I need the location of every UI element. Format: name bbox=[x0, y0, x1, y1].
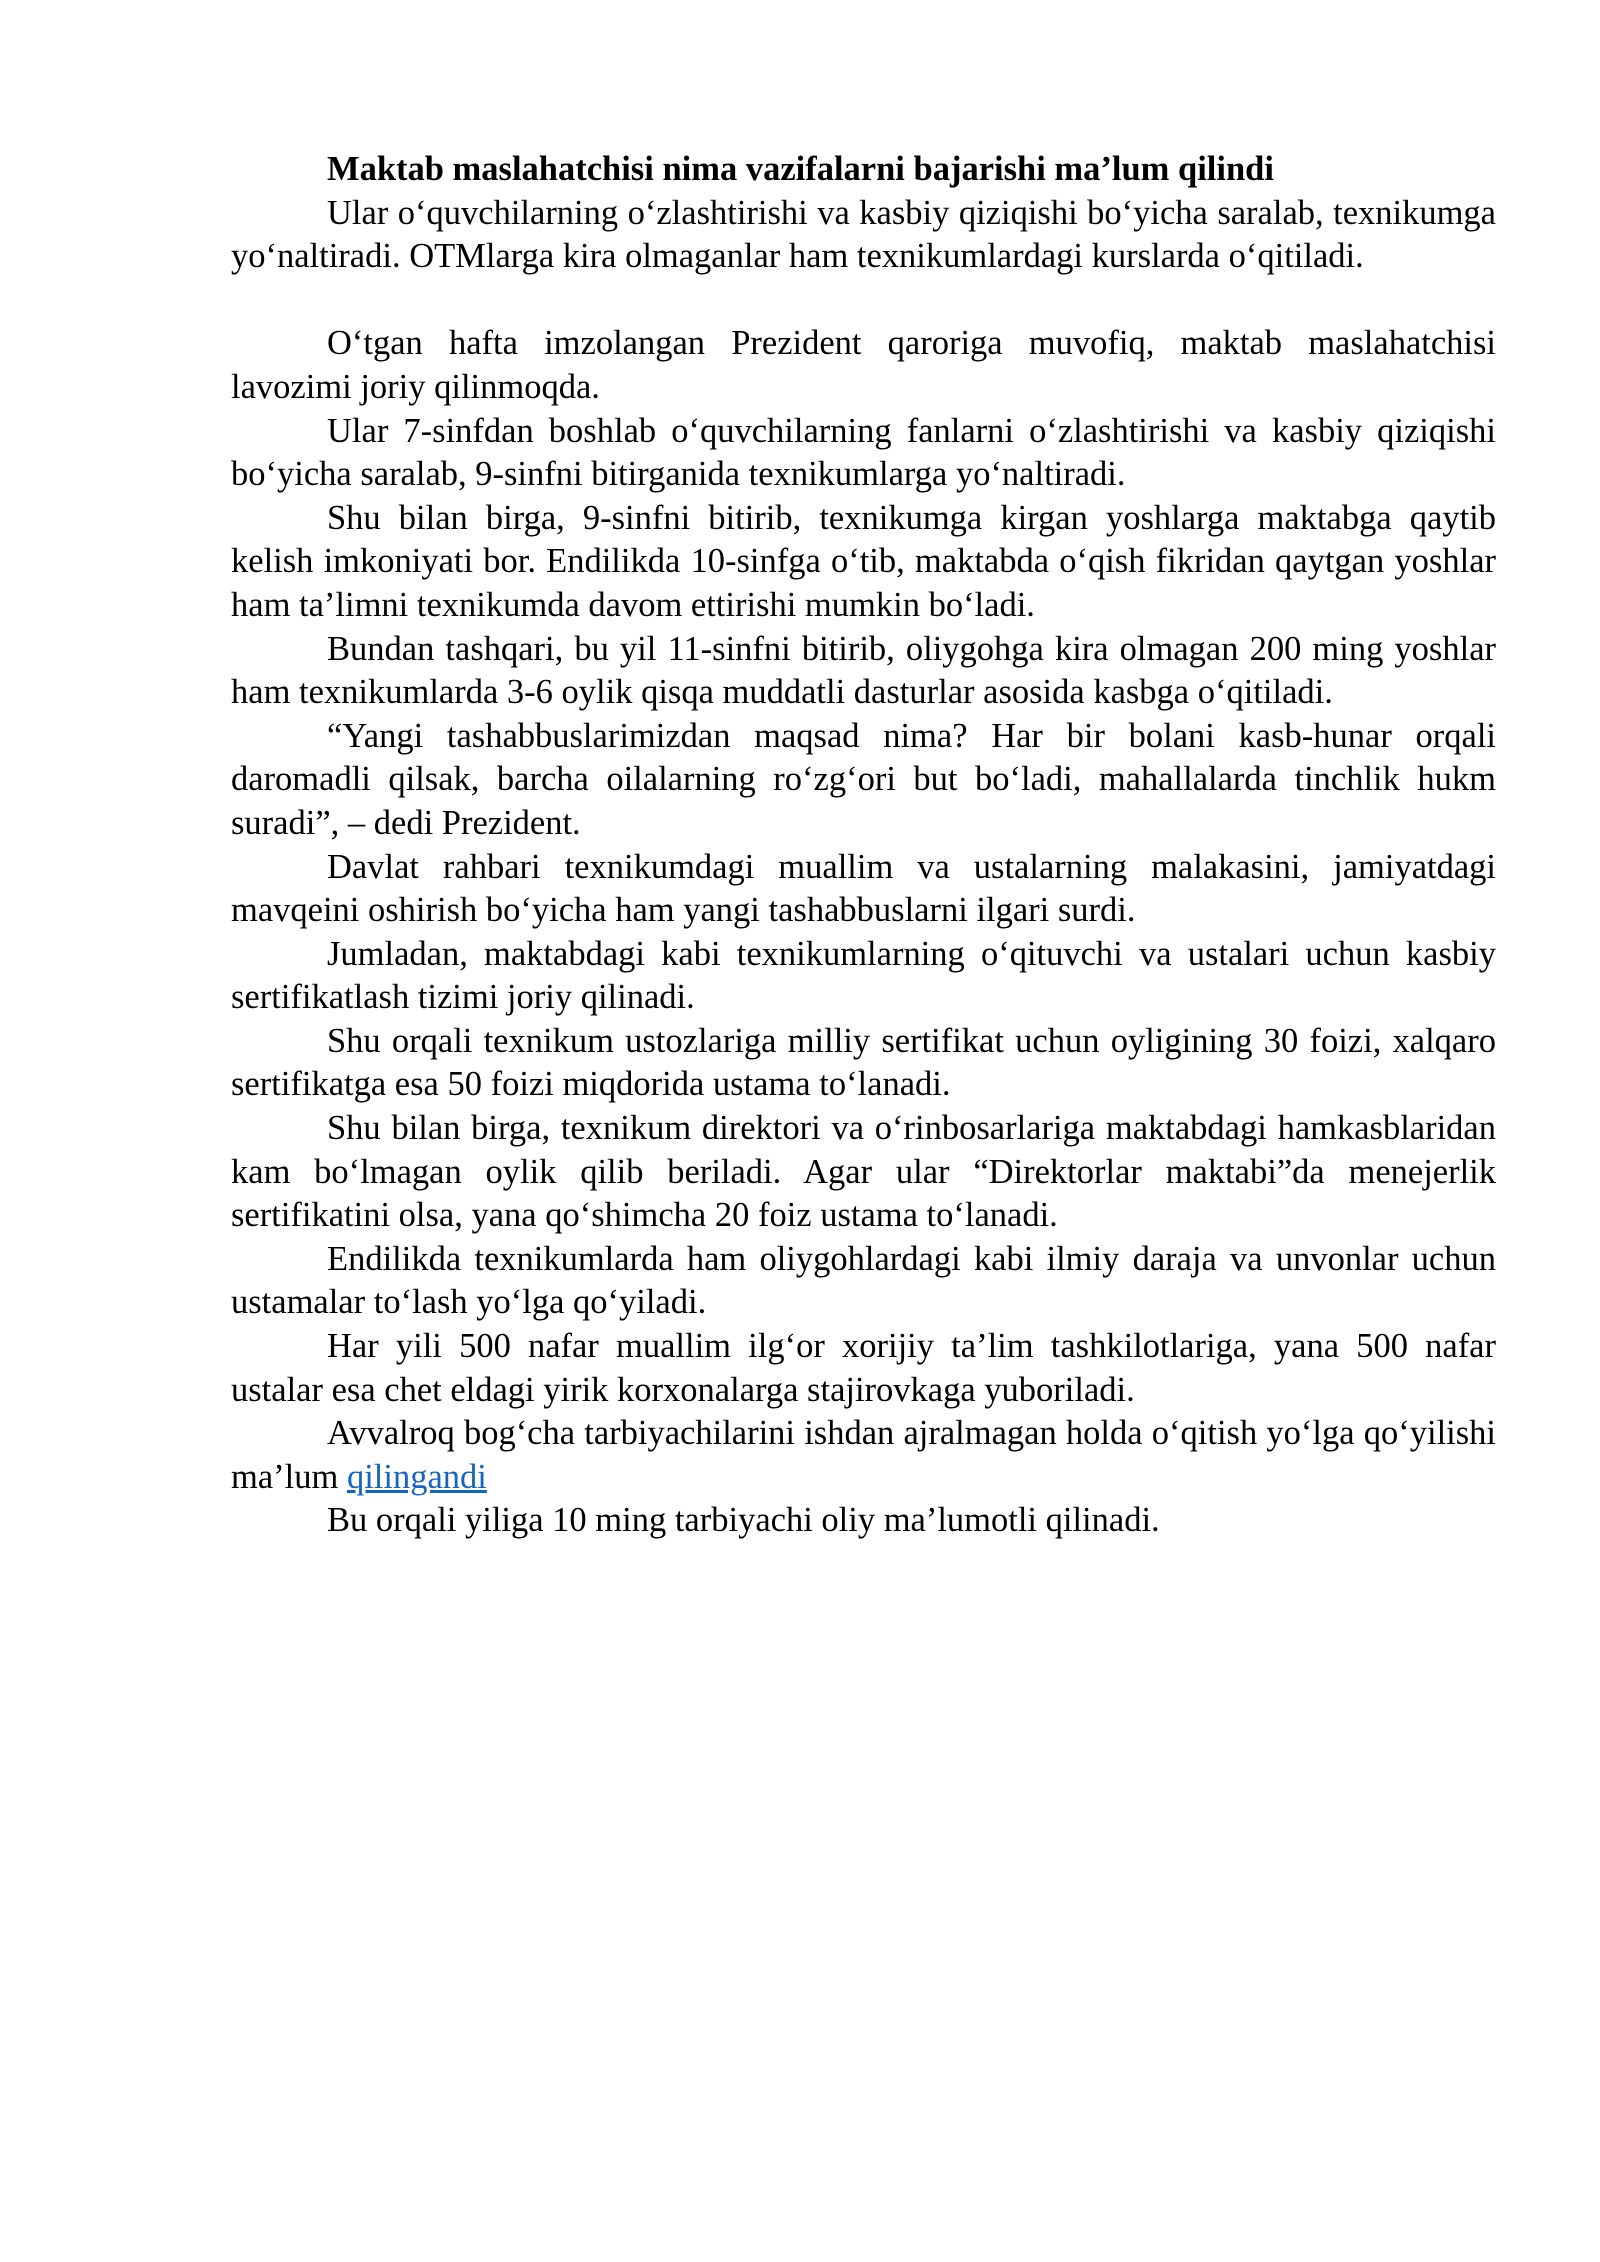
paragraph-spacer bbox=[231, 279, 1496, 323]
paragraph-2: Ular 7-sinfdan boshlab o‘quvchilarning fanlarni o‘zlashtirishi va kasbiy qiziqishi bo‘yicha saralab, 9-sinfni bitirganida texnikumlarga yo‘naltiradi. bbox=[231, 411, 1496, 494]
document-page bbox=[231, 148, 1496, 1543]
document-title: Maktab maslahatchisi nima vazifalarni bajarishi ma’lum qilindi bbox=[327, 150, 1274, 188]
paragraph-10: Endilikda texnikumlarda ham oliygohlardagi kabi ilmiy daraja va unvonlar uchun ustamalar to‘lash yo‘lga qo‘yiladi. bbox=[231, 1239, 1496, 1322]
lead-paragraph: Ular o‘quvchilarning o‘zlashtirishi va kasbiy qiziqishi bo‘yicha saralab, texnikumga yo‘naltiradi. OTMlarga kira olmaganlar ham texnikumlardagi kurslarda o‘qitiladi. bbox=[231, 193, 1496, 276]
paragraph-9: Shu bilan birga, texnikum direktori va o‘rinbosarlariga maktabdagi hamkasblaridan kam bo‘lmagan oylik qilib beriladi. Agar ular “Direktorlar maktabi”da menejerlik sertifikatini olsa, yana qo‘shimcha 20 foiz ustama to‘lanadi. bbox=[231, 1109, 1496, 1235]
paragraph-5: “Yangi tashabbuslarimizdan maqsad nima? Har bir bolani kasb-hunar orqali daromadli qilsak, barcha oilalarning ro‘zg‘ori but bo‘ladi, mahallalarda tinchlik hukm suradi”, – dedi Prezident. bbox=[231, 716, 1496, 842]
closing-paragraph: Bu orqali yiliga 10 ming tarbiyachi oliy ma’lumotli qilinadi. bbox=[327, 1501, 1160, 1540]
paragraph-8: Shu orqali texnikum ustozlariga milliy sertifikat uchun oyligining 30 foizi, xalqaro sertifikatga esa 50 foizi miqdorida ustama to‘lanadi. bbox=[231, 1021, 1496, 1104]
paragraph-4: Bundan tashqari, bu yil 11-sinfni bitirib, oliygohga kira olmagan 200 ming yoshlar ham texnikumlarda 3-6 oylik qisqa muddatli dasturlar asosida kasbga o‘qitiladi. bbox=[231, 629, 1496, 712]
paragraph-1: O‘tgan hafta imzolangan Prezident qaroriga muvofiq, maktab maslahatchisi lavozimi joriy qilinmoqda. bbox=[231, 324, 1496, 406]
qilingandi-link[interactable]: qilingandi bbox=[346, 1457, 487, 1496]
link-paragraph bbox=[231, 1412, 1496, 1499]
link-paragraph-text: Avvalroq bog‘cha tarbiyachilarini ishdan ajralmagan holda o‘qitish yo‘lga qo‘yilishi ma’lum bbox=[231, 1414, 1496, 1496]
paragraph-3: Shu bilan birga, 9-sinfni bitirib, texnikumga kirgan yoshlarga maktabga qaytib kelish imkoniyati bor. Endilikda 10-sinfga o‘tib, maktabda o‘qish fikridan qaytgan yoshlar ham ta’limni texnikumda davom ettirishi mumkin bo‘ladi. bbox=[231, 498, 1496, 624]
paragraph-7: Jumladan, maktabdagi kabi texnikumlarning o‘qituvchi va ustalari uchun kasbiy sertifikatlash tizimi joriy qilinadi. bbox=[231, 934, 1496, 1017]
paragraph-11: Har yili 500 nafar muallim ilg‘or xorijiy ta’lim tashkilotlariga, yana 500 nafar ustalar esa chet eldagi yirik korxonalarga stajirovkaga yuboriladi. bbox=[231, 1327, 1496, 1409]
paragraph-6: Davlat rahbari texnikumdagi muallim va ustalarning malakasini, jamiyatdagi mavqeini oshirish bo‘yicha ham yangi tashabbuslarni ilgari surdi. bbox=[231, 847, 1496, 930]
